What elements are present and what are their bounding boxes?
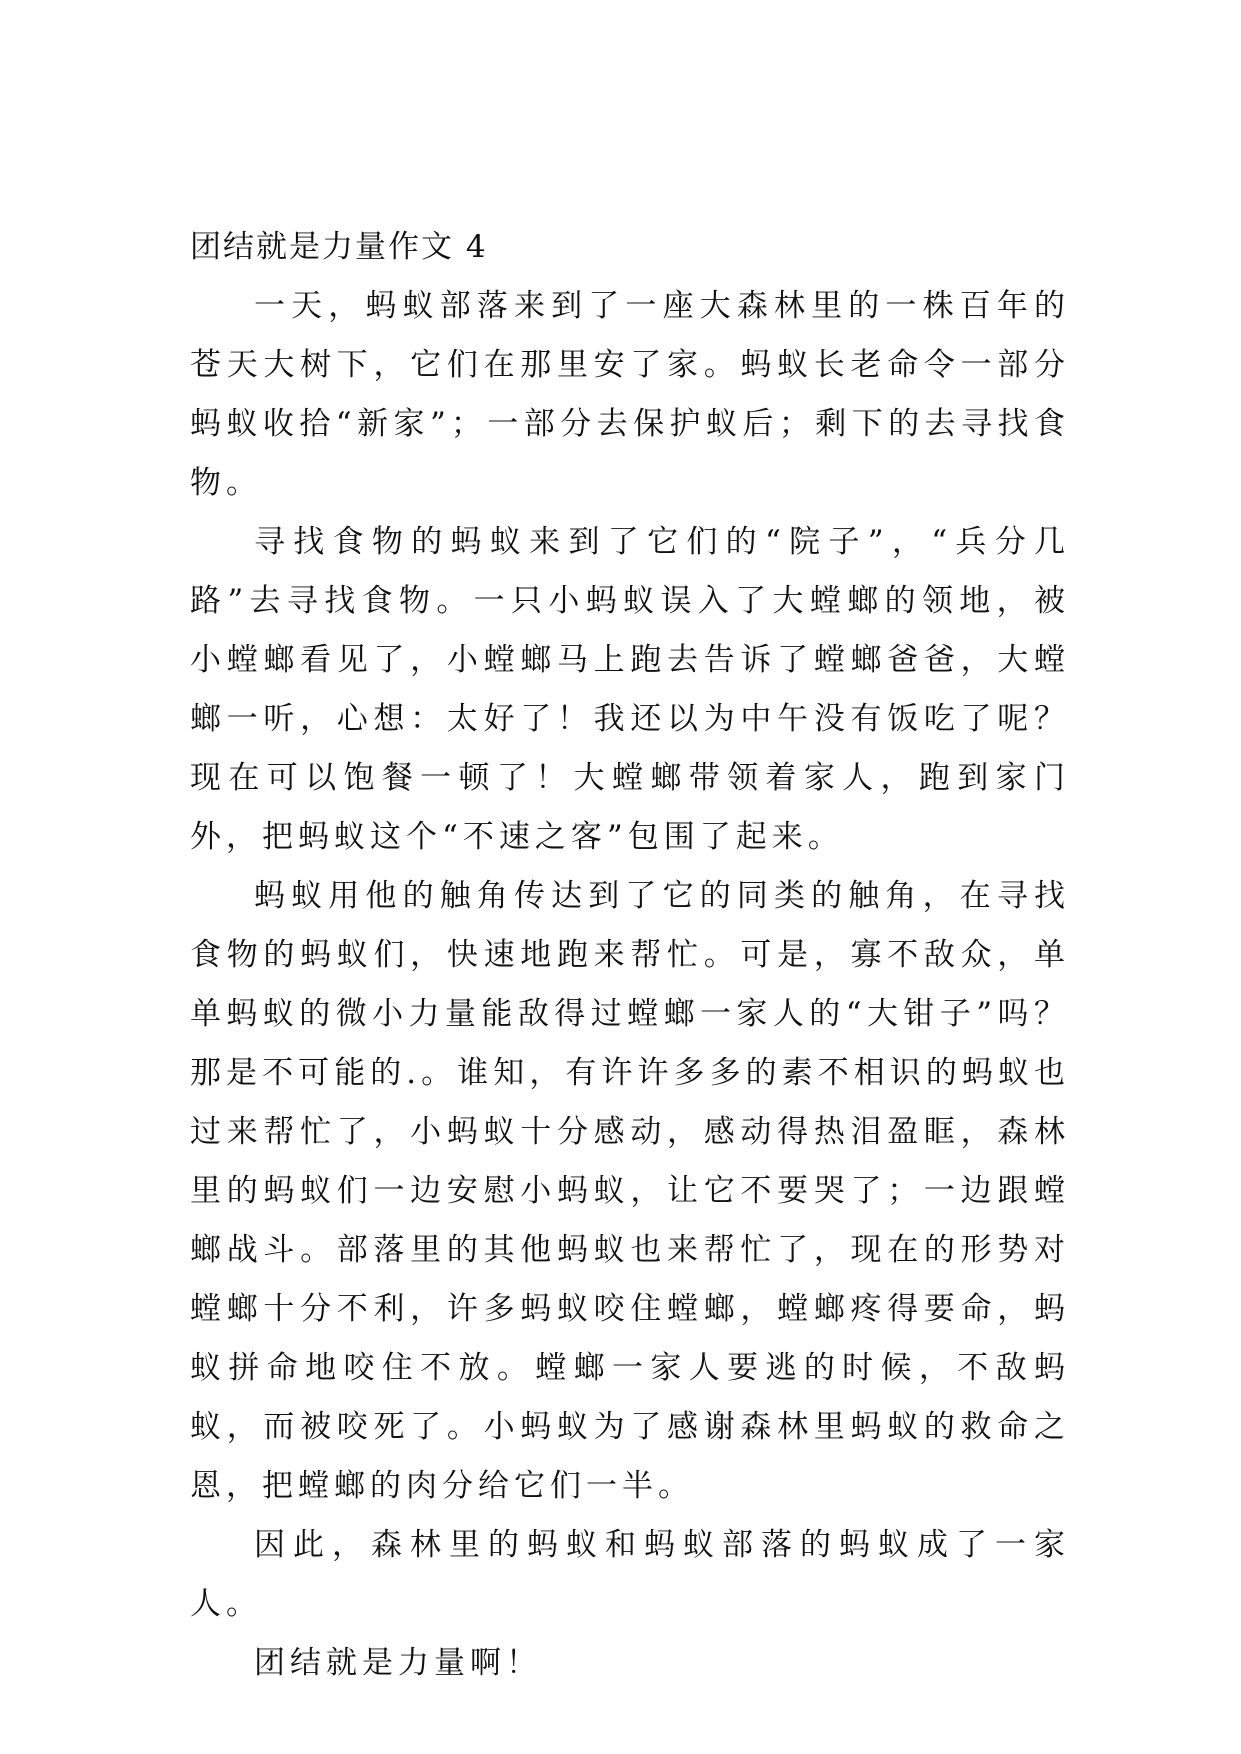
paragraph-5: 团结就是力量啊！ <box>254 1645 542 1681</box>
paragraph-1: 一天，蚂蚁部落来到了一座大森林里的一株百年的苍天大树下，它们在那里安了家。蚂蚁长老命令一部分蚂蚁收拾“新家”；一部分去保护蚁后；剩下的去寻找食物。 <box>190 288 1070 501</box>
document-title: 团结就是力量作文 4 <box>190 229 488 265</box>
paragraph-2: 寻找食物的蚂蚁来到了它们的“院子”，“兵分几路”去寻找食物。一只小蚂蚁误入了大螳螂的领地，被小螳螂看见了，小螳螂马上跑去告诉了螳螂爸爸，大螳螂一听，心想：太好了！我还以为中午没有饭吃了呢？现在可以饱餐一顿了！大螳螂带领着家人，跑到家门外，把蚂蚁这个“不速之客”包围了起来。 <box>190 524 1070 855</box>
paragraph-4: 因此，森林里的蚂蚁和蚂蚁部落的蚂蚁成了一家人。 <box>190 1527 1070 1622</box>
document-body <box>190 218 1070 1693</box>
paragraph-3: 蚂蚁用他的触角传达到了它的同类的触角，在寻找食物的蚂蚁们，快速地跑来帮忙。可是，寡不敌众，单单蚂蚁的微小力量能敌得过螳螂一家人的“大钳子”吗？那是不可能的.。谁知，有许许多多的素不相识的蚂蚁也过来帮忙了，小蚂蚁十分感动，感动得热泪盈眶，森林里的蚂蚁们一边安慰小蚂蚁，让它不要哭了；一边跟螳螂战斗。部落里的其他蚂蚁也来帮忙了，现在的形势对螳螂十分不利，许多蚂蚁咬住螳螂，螳螂疼得要命，蚂蚁拼命地咬住不放。螳螂一家人要逃的时候，不敌蚂蚁，而被咬死了。小蚂蚁为了感谢森林里蚂蚁的救命之恩，把螳螂的肉分给它们一半。 <box>190 878 1070 1504</box>
